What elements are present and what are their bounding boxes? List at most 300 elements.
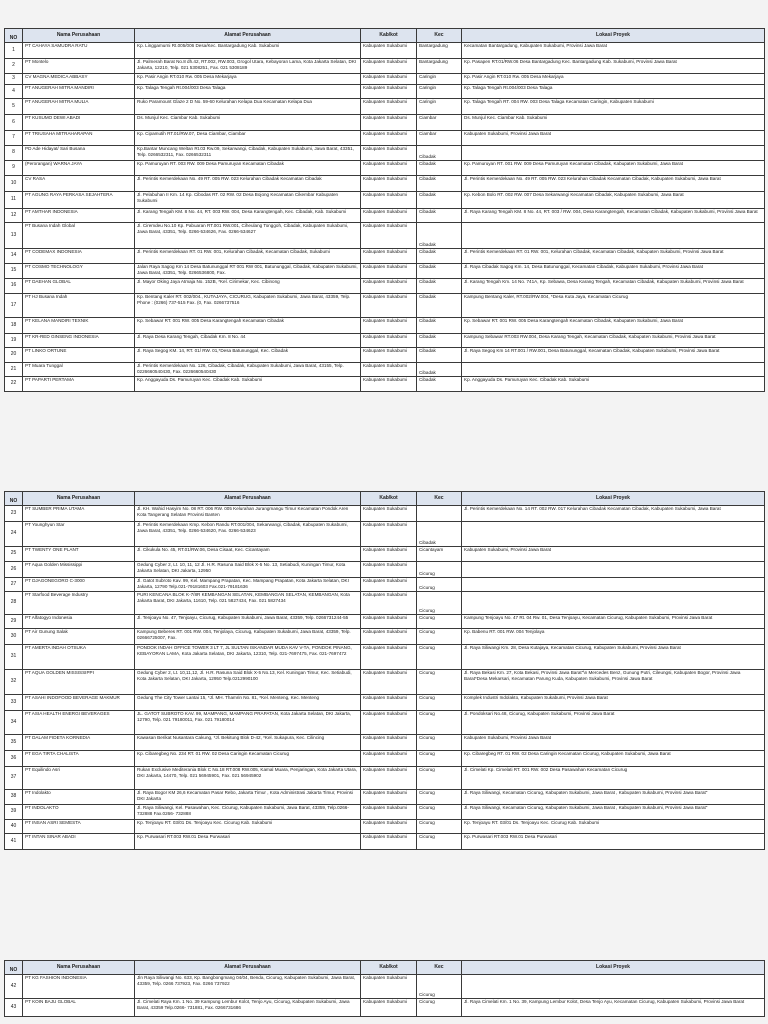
table-row xyxy=(5,318,765,334)
table-row xyxy=(5,790,765,805)
cell-nama-perusahaan: PT ANUGERAH MITRA MULIA xyxy=(23,99,135,115)
cell-lokasi-proyek: Kp. Talaga Tengah Rt.004/003 Desa Talaga xyxy=(462,85,765,99)
cell-no: 10 xyxy=(5,176,23,192)
cell-alamat-perusahaan: Jl. Pelabuhan II Km. 14 Kp. Cibodas RT. 02 RW. 02 Desa Bojong Kecamatan Cikembar Kabupaten Sukabumi xyxy=(135,192,361,209)
cell-kecamatan: Cicurug xyxy=(417,592,462,615)
cell-kabupaten: Kabupaten Sukabumi xyxy=(361,629,417,645)
cell-nama-perusahaan: PT DAEHAN GLOBAL xyxy=(23,279,135,294)
table-row xyxy=(5,645,765,670)
cell-no: 27 xyxy=(5,578,23,592)
cell-kabupaten: Kabupaten Sukabumi xyxy=(361,547,417,562)
cell-lokasi-proyek: Kp. Pasapen RT.01/RW.06 Desa Bantargadung Kec. Bantargadung Kab. Sukabumi, Provinsi Jawa Barat xyxy=(462,59,765,74)
cell-nama-perusahaan: PT AQUA GOLDEN MISSISSIPPI xyxy=(23,670,135,695)
cell-kecamatan: Ciambar xyxy=(417,131,462,146)
table-row xyxy=(5,85,765,99)
cell-kabupaten: Kabupaten Sukabumi xyxy=(361,348,417,363)
cell-kabupaten: Kabupaten Sukabumi xyxy=(361,59,417,74)
cell-kecamatan: Cibadak xyxy=(417,192,462,209)
cell-lokasi-proyek: Jl. Perintis Kemerdekaan RT. 01 RW. 001, Kelurahan Cibadak, Kecamatan Cibadak, Kabupaten Sukabumi, Provinsi Jawa Barat xyxy=(462,249,765,264)
cell-kabupaten: Kabupaten Sukabumi xyxy=(361,578,417,592)
cell-lokasi-proyek xyxy=(462,146,765,161)
header-no: NO xyxy=(5,492,23,506)
header-no: NO xyxy=(5,961,23,975)
header-kec: Kec xyxy=(417,961,462,975)
header-lokasi: Lokasi Proyek xyxy=(462,492,765,506)
cell-lokasi-proyek xyxy=(462,578,765,592)
header-kec: Kec xyxy=(417,29,462,43)
cell-kabupaten: Kabupaten Sukabumi xyxy=(361,820,417,834)
table-row xyxy=(5,695,765,711)
cell-kecamatan: Cicurug xyxy=(417,767,462,790)
cell-kecamatan: Cibadak xyxy=(417,146,462,161)
cell-no: 43 xyxy=(5,999,23,1017)
cell-nama-perusahaan: PT CAHAYA SAMUDRA RATU xyxy=(23,43,135,59)
cell-kabupaten: Kabupaten Sukabumi xyxy=(361,805,417,820)
cell-kabupaten: Kabupaten Sukabumi xyxy=(361,363,417,377)
cell-kecamatan: Cicurug xyxy=(417,751,462,767)
cell-lokasi-proyek: Jl. Cimelati Kp. Cimelati RT. 001 RW. 002 Desa Pasawahan Kecamatan Cicurug xyxy=(462,767,765,790)
table-row xyxy=(5,767,765,790)
cell-kabupaten: Kabupaten Sukabumi xyxy=(361,294,417,318)
cell-alamat-perusahaan: Kp. Pasir Angin RT.010 Rw. 005 Desa Mekarjaya xyxy=(135,74,361,85)
cell-kabupaten: Kabupaten Sukabumi xyxy=(361,99,417,115)
cell-no: 3 xyxy=(5,74,23,85)
cell-kabupaten: Kabupaten Sukabumi xyxy=(361,735,417,751)
cell-lokasi-proyek: Jl. Raya Karang Tengah KM. 8 No. 44, RT. 003 / RW. 004, Desa Karangtengah, Kecamatan Cibadak, Kabupaten Sukabumi, Provinsi Jawa Barat xyxy=(462,209,765,223)
cell-alamat-perusahaan: Ruko Paramount Glaze 2 D No. 59-60 Kelurahan Kelapa Dua Kecamatan Kelapa Dua xyxy=(135,99,361,115)
cell-alamat-perusahaan: Gedung The City Tower Lantai 15, *Jl. MH. Thamrin No. 81, *Kel. Menteng, Kec. Menteng xyxy=(135,695,361,711)
table-row xyxy=(5,547,765,562)
table-row xyxy=(5,348,765,363)
cell-nama-perusahaan: CV RASA xyxy=(23,176,135,192)
cell-kabupaten: Kabupaten Sukabumi xyxy=(361,74,417,85)
cell-kecamatan: Caringin xyxy=(417,74,462,85)
cell-nama-perusahaan: PT Aqua Golden Mississippi xyxy=(23,562,135,578)
cell-kecamatan: Cibadak xyxy=(417,209,462,223)
header-nama: Nama Perusahaan xyxy=(23,492,135,506)
cell-nama-perusahaan: PT INDOLAKTO xyxy=(23,805,135,820)
cell-nama-perusahaan: PT DJAGONEGORO C-3000 xyxy=(23,578,135,592)
cell-kabupaten: Kabupaten Sukabumi xyxy=(361,131,417,146)
cell-kecamatan: Cicurug xyxy=(417,735,462,751)
cell-kabupaten: Kabupaten Sukabumi xyxy=(361,711,417,735)
cell-no: 23 xyxy=(5,506,23,522)
cell-nama-perusahaan: PT KUSUMO DEWI ABADI xyxy=(23,115,135,131)
cell-kabupaten: Kabupaten Sukabumi xyxy=(361,334,417,348)
cell-kecamatan: Cibadak xyxy=(417,223,462,249)
cell-lokasi-proyek xyxy=(462,223,765,249)
cell-no: 1 xyxy=(5,43,23,59)
table-row xyxy=(5,115,765,131)
cell-nama-perusahaan: PT KR-RED GINSENG INDONESIA xyxy=(23,334,135,348)
cell-alamat-perusahaan: Jln Raya Siliwangi No. 633, Kp. Bangbongmang 04/04, Benda, Cicurug, Kabupaten Sukabumi, Jawa Barat, 43359, Telp. 0266 737923, Fax. 0266 737922 xyxy=(135,975,361,999)
cell-nama-perusahaan: PT KELANA MANDIRI TEXNIK xyxy=(23,318,135,334)
table-row xyxy=(5,975,765,999)
cell-kecamatan: Cicurug xyxy=(417,562,462,578)
cell-no: 21 xyxy=(5,363,23,377)
cell-kecamatan: Cibadak xyxy=(417,176,462,192)
cell-kecamatan: Cicurug xyxy=(417,975,462,999)
cell-alamat-perusahaan: Jalan Raya Sagog Km 14 Desa Batununggal RT 001 RW 001, Batununggal, Cibadak, Kabupaten Sukabumi, Jawa Barat, 43351, Telp. 0266536800, Fax. xyxy=(135,264,361,279)
cell-kecamatan: Cicurug xyxy=(417,834,462,850)
cell-kecamatan: Cibadak xyxy=(417,318,462,334)
cell-alamat-perusahaan: Kp. Anggayuda Ds. Pamuruyan Kec. Cibadak Kab. Sukabumi xyxy=(135,377,361,392)
cell-no: 32 xyxy=(5,670,23,695)
header-alamat: Alamat Perusahaan xyxy=(135,29,361,43)
cell-kecamatan: Cibadak xyxy=(417,522,462,547)
cell-no: 29 xyxy=(5,615,23,629)
cell-kabupaten: Kabupaten Sukabumi xyxy=(361,176,417,192)
table-row xyxy=(5,99,765,115)
cell-lokasi-proyek: Jl. Pondoksari No.48, Cicurug, Kabupaten Sukabumi, Provinsi Jawa Barat xyxy=(462,711,765,735)
cell-nama-perusahaan: PT INSAN ASRI SEMESTA xyxy=(23,820,135,834)
cell-no: 2 xyxy=(5,59,23,74)
table-row xyxy=(5,249,765,264)
cell-kabupaten: Kabupaten Sukabumi xyxy=(361,115,417,131)
cell-kecamatan: Cibadak xyxy=(417,363,462,377)
cell-alamat-perusahaan: Kp. Purwasari RT.003 RW.01 Desa Purwasari xyxy=(135,834,361,850)
cell-no: 18 xyxy=(5,318,23,334)
cell-kabupaten: Kabupaten Sukabumi xyxy=(361,209,417,223)
cell-no: 31 xyxy=(5,645,23,670)
cell-alamat-perusahaan: Gedung Cyber 2, Lt. 10, 11, 12 Jl. H.R. Rasuna Said Blok X-5 No. 13, Setiabudi, Kuningan Timur, Kota Jakarta Selatan, DKI Jakarta, 12950 xyxy=(135,562,361,578)
cell-lokasi-proyek: Jl. Raya Segog Km 14 RT.001 / RW.001, Desa Batununggal, Kecamatan Cibadak, Kabupaten Sukabumi, Provinsi Jawa Barat xyxy=(462,348,765,363)
cell-lokasi-proyek: Kp. Cibaregbeg RT. 01 RW. 02 Desa Caringin Kecamatan Cicurug, Kabupaten Sukabumi, Jawa Barat xyxy=(462,751,765,767)
cell-alamat-perusahaan: Jl. Karang Tengah KM. 8 No. 44, RT. 003 RW. 004, Desa Karangtengah, Kec. Cibadak, Kab. Sukabumi xyxy=(135,209,361,223)
table-row xyxy=(5,43,765,59)
cell-kecamatan: Cibadak xyxy=(417,161,462,176)
cell-kecamatan: Cicurug xyxy=(417,999,462,1017)
cell-kabupaten: Kabupaten Sukabumi xyxy=(361,161,417,176)
cell-no: 19 xyxy=(5,334,23,348)
cell-lokasi-proyek xyxy=(462,522,765,547)
cell-nama-perusahaan: PT ASIA HEALTH ENERGI BEVERAGES xyxy=(23,711,135,735)
cell-kabupaten: Kabupaten Sukabumi xyxy=(361,790,417,805)
cell-alamat-perusahaan: Gedung Cyber 2, Lt. 10,11,12, Jl. H.R. Rasuna Said Blok X-5 No.13, Kel. Kuningan Timur, Kec. Setiabudi, Kota Jakarta Selatan, DKI Jakarta, 12950 Telp.0212990100 xyxy=(135,670,361,695)
cell-kecamatan: Cicurug xyxy=(417,645,462,670)
table-row xyxy=(5,711,765,735)
cell-lokasi-proyek: Jl. Perintis Kemerdekaan No. 14 RT. 002 RW. 017 Kelurahan Cibadak Kecamatan Cibadak, Kabupaten Sukabumi, Jawa Barat xyxy=(462,506,765,522)
cell-nama-perusahaan: PT SUMBER PRIMA UTAMA xyxy=(23,506,135,522)
cell-nama-perusahaan: PT ASAHI INDOFOOD BEVERAGE MAKMUR xyxy=(23,695,135,711)
cell-no: 11 xyxy=(5,192,23,209)
cell-nama-perusahaan: PT Air Gunung Salak xyxy=(23,629,135,645)
cell-no: 6 xyxy=(5,115,23,131)
cell-lokasi-proyek: Kp. Pamuruyan RT. 001 RW. 009 Desa Pamuruyan Kecamatan Cibadak, Kabupaten Sukabumi, Jawa Barat xyxy=(462,161,765,176)
cell-kecamatan: Cibadak xyxy=(417,264,462,279)
cell-kecamatan: Cicurug xyxy=(417,615,462,629)
cell-kecamatan: Cicurug xyxy=(417,629,462,645)
cell-kabupaten: Kabupaten Sukabumi xyxy=(361,592,417,615)
cell-no: 35 xyxy=(5,735,23,751)
cell-no: 5 xyxy=(5,99,23,115)
header-alamat: Alamat Perusahaan xyxy=(135,492,361,506)
cell-nama-perusahaan: PT AMTHAR INDONESIA xyxy=(23,209,135,223)
cell-kecamatan: Cicurug xyxy=(417,670,462,695)
table-row xyxy=(5,834,765,850)
cell-no: 8 xyxy=(5,146,23,161)
cell-nama-perusahaan: PT ANUGERAH MITRA MANDIRI xyxy=(23,85,135,99)
cell-kecamatan: Cibadak xyxy=(417,334,462,348)
cell-nama-perusahaan: (Perorangan) WARNA JAYA xyxy=(23,161,135,176)
cell-nama-perusahaan: PT Muara Tunggal xyxy=(23,363,135,377)
cell-alamat-perusahaan: Ds. Munjul Kec. Ciambar Kab. Sukabumi xyxy=(135,115,361,131)
cell-nama-perusahaan: PT Indolakto xyxy=(23,790,135,805)
cell-alamat-perusahaan: Jl. Raya Segog KM. 14, RT. 01/ RW. 01,*Desa Batununggal, Kec. Cibadak xyxy=(135,348,361,363)
cell-no: 24 xyxy=(5,522,23,547)
cell-no: 22 xyxy=(5,377,23,392)
cell-no: 9 xyxy=(5,161,23,176)
cell-kabupaten: Kabupaten Sukabumi xyxy=(361,522,417,547)
cell-kecamatan: Cibadak xyxy=(417,377,462,392)
cell-no: 16 xyxy=(5,279,23,294)
table-row xyxy=(5,751,765,767)
table-row xyxy=(5,334,765,348)
table-header xyxy=(5,961,765,975)
cell-kecamatan: Cicurug xyxy=(417,820,462,834)
cell-kecamatan: Cicurug xyxy=(417,790,462,805)
cell-kabupaten: Kabupaten Sukabumi xyxy=(361,85,417,99)
cell-nama-perusahaan: PT PAPARTI PERTAMA xyxy=(23,377,135,392)
table-row xyxy=(5,592,765,615)
cell-kecamatan: Cibadak xyxy=(417,348,462,363)
cell-nama-perusahaan: PT HJ Busana Indah xyxy=(23,294,135,318)
cell-alamat-perusahaan: Jl. Gatot Subroto Kav. 99, Kel. Mampang Prapatan, Kec. Mampang Prapatan, Kota Jakarta Selatan, DKI Jakarta, 12790 Telp.021-79181603 Fax.021-79181636 xyxy=(135,578,361,592)
cell-kabupaten: Kabupaten Sukabumi xyxy=(361,615,417,629)
cell-kabupaten: Kabupaten Sukabumi xyxy=(361,264,417,279)
cell-nama-perusahaan: PT KOIN BAJU GLOBAL xyxy=(23,999,135,1017)
cell-nama-perusahaan: PT LINKO ORTUNE xyxy=(23,348,135,363)
cell-kecamatan: Cibadak xyxy=(417,279,462,294)
cell-alamat-perusahaan: Jl. Raya Desa Karang Tengah, Cibadak Km. 8 No. 44 xyxy=(135,334,361,348)
header-lokasi: Lokasi Proyek xyxy=(462,29,765,43)
cell-no: 33 xyxy=(5,695,23,711)
table-row xyxy=(5,146,765,161)
cell-kecamatan: Cibadak xyxy=(417,294,462,318)
cell-no: 17 xyxy=(5,294,23,318)
cell-kecamatan: Cibadak xyxy=(417,249,462,264)
cell-alamat-perusahaan: Jl. Raya Bogor KM 26,6 Kecamatan Pasar Rebo, Jakarta Timur , Kota Administrasi Jakarta Timur, Provinsi DKI Jakarta xyxy=(135,790,361,805)
cell-alamat-perusahaan: Jl. Perintis Kemerdekaan RT. 01 RW. 001, Kelurahan Cibadak, Kecamatan Cibadak, Sukabumi xyxy=(135,249,361,264)
cell-alamat-perusahaan: Kampung Beberes RT. 001 RW. 004, Tenjolaya, Cicurug, Kabupaten Sukabumi, Jawa Barat, 43359, Telp. 02666725007, Fax. xyxy=(135,629,361,645)
table-body xyxy=(5,975,765,1017)
header-kab: Kab/kot xyxy=(361,961,417,975)
header-nama: Nama Perusahaan xyxy=(23,29,135,43)
cell-kabupaten: Kabupaten Sukabumi xyxy=(361,506,417,522)
cell-no: 26 xyxy=(5,562,23,578)
cell-no: 41 xyxy=(5,834,23,850)
cell-no: 15 xyxy=(5,264,23,279)
cell-no: 25 xyxy=(5,547,23,562)
cell-alamat-perusahaan: Kawasan Berikat Nusantara Cakung, *Jl. Bekitung Blok D-42, *Kel. Sukapura, Kec. Cilincing xyxy=(135,735,361,751)
table-row xyxy=(5,629,765,645)
cell-lokasi-proyek: Kabupaten Sukabumi, Provinsi Jawa Barat xyxy=(462,547,765,562)
cell-nama-perusahaan: PT KG FASHION INDONESIA xyxy=(23,975,135,999)
cell-nama-perusahaan: PT TWENTY ONE PLANT xyxy=(23,547,135,562)
table-row xyxy=(5,615,765,629)
cell-alamat-perusahaan: Jl. Mayor Oking Jaya Atmaja No. 152B, *Kel. Cirimekar, Kec. Cibinong xyxy=(135,279,361,294)
cell-lokasi-proyek: Kp. Talaga Tengah RT. 004 RW. 003 Desa Talaga Kecamatan Caringin, Kabupaten Sukabumi xyxy=(462,99,765,115)
cell-lokasi-proyek: Kecamatan Bantargadung, Kabupaten Sukabumi, Provinsi Jawa Barat xyxy=(462,43,765,59)
cell-kecamatan: Cicantayam xyxy=(417,547,462,562)
cell-lokasi-proyek: Jl. Raya Cimelati Km. 1 No. 39, Kampung Lembur Kolot, Desa Tenjo Ayu, Kecamatan Cicurug, Kabupaten Sukabumi, Provinsi Jawa Barat xyxy=(462,999,765,1017)
table-row xyxy=(5,506,765,522)
table-row xyxy=(5,59,765,74)
table-body xyxy=(5,506,765,850)
table-row xyxy=(5,294,765,318)
cell-kabupaten: Kabupaten Sukabumi xyxy=(361,695,417,711)
cell-kabupaten: Kabupaten Sukabumi xyxy=(361,249,417,264)
cell-lokasi-proyek: Jl. Perintis Kemerdekaan No. 49 RT. 005 RW. 023 Kelurahan Cibadak Kecamatan Cibadak, Kabupaten Sukabumi, Jawa Barat xyxy=(462,176,765,192)
cell-alamat-perusahaan: PURI KENCANA BLOK K-7/8R KEMBANGAN SELATAN, KEMBANGAN SELATAN, KEMBANGAN, Kota Jakarta Barat, DKI Jakarta, 11610, Telp. 021 5827434, Fax. 021 5827434 xyxy=(135,592,361,615)
cell-alamat-perusahaan: Jl. Ciremdeu No.10 Kp. Pabuaran RT.001 RW.001, Ciheulang Tonggoh, Cibadak, Kabupaten Sukabumi, Jawa Barat, 43351, Telp. 0266-534626, Fax. 0266-534627 xyxy=(135,223,361,249)
cell-kecamatan: Cicurug xyxy=(417,695,462,711)
cell-nama-perusahaan: PT EGA TIRTA CHALISTA xyxy=(23,751,135,767)
cell-no: 12 xyxy=(5,209,23,223)
cell-alamat-perusahaan: Jl. Palmerah Barat No.8 dh.42, RT.002, RW.003, Grogol Utara, Kebayoran Lama, Kota Jakarta Selatan, DKI Jakarta, 12210, Telp. 021 5308251, Fax. 021 5308189 xyxy=(135,59,361,74)
header-kec: Kec xyxy=(417,492,462,506)
cell-lokasi-proyek: Jl. Raya Bekasi Km. 27, Kota Bekasi, Provinsi Jawa Barat"\n Mercedes Benz, Gunung Putri, Cileungsi, Kabupaten Bogor, Provinsi Jawa Barat*Desa Mekarsari, Kecamatan Parung Kuda, Kabupaten Sukabumi, Provinsi Jawa Barat xyxy=(462,670,765,695)
cell-alamat-perusahaan: Kp. Talaga Tengah Rt.004/003 Desa Talaga xyxy=(135,85,361,99)
cell-no: 36 xyxy=(5,751,23,767)
cell-alamat-perusahaan: Jl. Raya Siliwangi, Kel. Pasawahan, Kec. Cicurug, Kabupaten Sukabumi, Jawa Barat, 43359, Telp.0266- 732888 Fax.0266- 732888 xyxy=(135,805,361,820)
header-kab: Kab/kot xyxy=(361,29,417,43)
cell-nama-perusahaan: PT CODEMAX INDONESIA xyxy=(23,249,135,264)
company-table-page-3 xyxy=(4,960,765,1017)
cell-nama-perusahaan: PT Equilindo Asri xyxy=(23,767,135,790)
table-row xyxy=(5,74,765,85)
cell-no: 39 xyxy=(5,805,23,820)
cell-kecamatan: Bantargadung xyxy=(417,59,462,74)
cell-kabupaten: Kabupaten Sukabumi xyxy=(361,751,417,767)
table-header xyxy=(5,492,765,506)
cell-lokasi-proyek xyxy=(462,562,765,578)
cell-kabupaten: Kabupaten Sukabumi xyxy=(361,318,417,334)
cell-no: 37 xyxy=(5,767,23,790)
cell-kabupaten: Kabupaten Sukabumi xyxy=(361,377,417,392)
cell-kabupaten: Kabupaten Sukabumi xyxy=(361,43,417,59)
cell-lokasi-proyek: Kampung Tenjoayu No. 47 Rt. 04 Rw. 01, Desa Tenjoayu, Kecamatan Cicurug, Kabupaten Sukabumi, Provinsi Jawa Barat xyxy=(462,615,765,629)
cell-alamat-perusahaan: Kp. Bentang Kaler RT. 002/004., KUTAJAYA, CICURUG, Kabupaten Sukabumi, Jawa Barat, 43359, Telp. Phone : (0266) 737-515 Fax. (0, Fax. 0266737516 xyxy=(135,294,361,318)
cell-lokasi-proyek: Jl. Raya Siliwangi Km. 28, Desa Kutajaya, Kecamatan Cicurug, Kabupaten Sukabumi, Provinsi Jawa Barat xyxy=(462,645,765,670)
cell-no: 4 xyxy=(5,85,23,99)
table-row xyxy=(5,264,765,279)
cell-no: 7 xyxy=(5,131,23,146)
cell-alamat-perusahaan: Kp. Tenjoayu RT. 03/01 Ds. Tenjoayu Kec. Cicurug Kab. Sukabumi xyxy=(135,820,361,834)
cell-alamat-perusahaan: Jl. Cimelati Raya Km. 1 No. 39 Kampung Lembur Kolot, Tenjo Ayu, Cicurug, Kabupaten Sukabumi, Jawa Barat, 43359 Telp.0266- 731881, Fax. 0266731686 xyxy=(135,999,361,1017)
table-row xyxy=(5,522,765,547)
cell-lokasi-proyek: Kp. Pasir Angin RT.010 Rw. 005 Desa Mekarjaya xyxy=(462,74,765,85)
table-row xyxy=(5,999,765,1017)
table-row xyxy=(5,279,765,294)
cell-nama-perusahaan: PD Ade Hidayat/ Sari Busana xyxy=(23,146,135,161)
table-row xyxy=(5,192,765,209)
cell-alamat-perusahaan: Kp.Bantar Muncang Weltan Rt.03 Rw.09, Sekarwangi, Cibadak, Kabupaten Sukabumi, Jawa Barat, 43351, Telp. 0266532311, Fax. 0266532311 xyxy=(135,146,361,161)
cell-kabupaten: Kabupaten Sukabumi xyxy=(361,223,417,249)
cell-lokasi-proyek: Kabupaten Sukabumi, Provinsi Jawa Barat xyxy=(462,131,765,146)
cell-kecamatan: Cicurug xyxy=(417,578,462,592)
table-row xyxy=(5,176,765,192)
table-row xyxy=(5,670,765,695)
table-row xyxy=(5,363,765,377)
cell-nama-perusahaan: CV MAGNA MEDICA ABBASY xyxy=(23,74,135,85)
cell-kabupaten: Kabupaten Sukabumi xyxy=(361,975,417,999)
cell-nama-perusahaan: PT TRIUSAHA MITRAHARAPAN xyxy=(23,131,135,146)
cell-lokasi-proyek: Kp. Babenu RT. 001 RW. 004 Tenjolaya xyxy=(462,629,765,645)
cell-lokasi-proyek: Jl. Raya Cibadak Sagog Km. 14, Desa Batununggal, Kecamatan Cibadak, Kabupaten Sukabumi, Provinsi Jawa Barat xyxy=(462,264,765,279)
company-table-page-2 xyxy=(4,491,765,850)
table-row xyxy=(5,735,765,751)
cell-lokasi-proyek xyxy=(462,975,765,999)
cell-alamat-perusahaan: Kp. Cipamutih RT.01/RW.07, Desa Ciambar, Ciambar xyxy=(135,131,361,146)
table-row xyxy=(5,805,765,820)
cell-nama-perusahaan: PT Alfatogyo Indonesia xyxy=(23,615,135,629)
cell-kecamatan xyxy=(417,506,462,522)
header-nama: Nama Perusahaan xyxy=(23,961,135,975)
cell-kabupaten: Kabupaten Sukabumi xyxy=(361,999,417,1017)
table-row xyxy=(5,820,765,834)
cell-nama-perusahaan: PT AMERTA INDAH OTSUKA xyxy=(23,645,135,670)
cell-lokasi-proyek: Kp. Tenjoayu RT. 03/01 Ds. Tenjoayu Kec. Cicurug Kab. Sukabumi xyxy=(462,820,765,834)
table-header xyxy=(5,29,765,43)
cell-alamat-perusahaan: Jl. Perintis Kemerdekaan No. 49 RT. 005 RW. 023 Kelurahan Cibadak Kecamatan Cibadak xyxy=(135,176,361,192)
cell-kabupaten: Kabupaten Sukabumi xyxy=(361,645,417,670)
cell-no: 40 xyxy=(5,820,23,834)
cell-no: 28 xyxy=(5,592,23,615)
cell-no: 14 xyxy=(5,249,23,264)
cell-alamat-perusahaan: Kp. Linggamurni Rt.005/006 Desa/Kec. Bantargadung Kab. Sukabumi xyxy=(135,43,361,59)
cell-lokasi-proyek: Kp. Anggayuda Ds. Pamuruyan Kec. Cibadak Kab. Sukabumi xyxy=(462,377,765,392)
cell-alamat-perusahaan: Jl. Perintis Kemerdekaan Kmp. Kebon Randu RT.001/004, Sekarwangi, Cibadak, Kabupaten Sukabumi, Jawa Barat, 43351, Telp. 0266-534620, Fax. 0266-534623 xyxy=(135,522,361,547)
cell-nama-perusahaan: PT Younghyun Star xyxy=(23,522,135,547)
cell-lokasi-proyek: Kp. Kebon Bolo RT. 002 RW. 007 Desa Sekarwangi Kecamatan Cibadak, Kabupaten Sukabumi, Jawa Barat xyxy=(462,192,765,209)
cell-nama-perusahaan: PT AGUNG RAYA PERKASA SEJAHTERA xyxy=(23,192,135,209)
cell-kecamatan: Caringin xyxy=(417,85,462,99)
cell-kabupaten: Kabupaten Sukabumi xyxy=(361,192,417,209)
cell-no: 13 xyxy=(5,223,23,249)
cell-alamat-perusahaan: Kp. Cibaregbeg No. 234 RT. 01 RW. 02 Desa Caringin Kecamatan Cicurug xyxy=(135,751,361,767)
cell-lokasi-proyek: Kp. Sebawar RT. 001 RW. 005 Desa Karangtengah Kecamatan Cibadak, Kabupaten Sukabumi, Jawa Barat xyxy=(462,318,765,334)
table-row xyxy=(5,131,765,146)
cell-alamat-perusahaan: Jl. Tenjoayu No. 47, Tenjoayu, Cicurug, Kabupaten Sukabumi, Jawa Barat, 43359, Telp. 0266731244-55 xyxy=(135,615,361,629)
cell-kabupaten: Kabupaten Sukabumi xyxy=(361,146,417,161)
header-alamat: Alamat Perusahaan xyxy=(135,961,361,975)
cell-kecamatan: Ciambar xyxy=(417,115,462,131)
cell-alamat-perusahaan: Kp. Sebawar RT. 001 RW. 005 Desa Karangtengah Kecamatan Cibadak xyxy=(135,318,361,334)
cell-lokasi-proyek: Jl. Karang Tengah Km. 14 No. 741A, Kp. Sebawa, Desa Karang Tengah, Kecamatan Cibadak, Kabupaten Sukabumi, Provinsi Jawa Barat xyxy=(462,279,765,294)
cell-lokasi-proyek: Komplek Industri Indolakto, Kabupaten Sukabumi, Provinsi Jawa Barat xyxy=(462,695,765,711)
cell-no: 30 xyxy=(5,629,23,645)
header-kab: Kab/kot xyxy=(361,492,417,506)
table-row xyxy=(5,209,765,223)
table-body xyxy=(5,43,765,392)
cell-lokasi-proyek: Kabupaten Sukabumi, Provinsi Jawa Barat xyxy=(462,735,765,751)
cell-kabupaten: Kabupaten Sukabumi xyxy=(361,562,417,578)
table-row xyxy=(5,377,765,392)
header-lokasi: Lokasi Proyek xyxy=(462,961,765,975)
cell-lokasi-proyek: Kampung Bentang Kaler, RT.002/RW.004, *Desa Kuta Jaya, Kecamatan Cicurug xyxy=(462,294,765,318)
table-row xyxy=(5,562,765,578)
cell-lokasi-proyek xyxy=(462,592,765,615)
cell-kabupaten: Kabupaten Sukabumi xyxy=(361,767,417,790)
cell-nama-perusahaan: PT COSMO TECHNOLOGY xyxy=(23,264,135,279)
company-table-page-1 xyxy=(4,28,765,392)
cell-kecamatan: Caringin xyxy=(417,99,462,115)
cell-nama-perusahaan: PT Montelo xyxy=(23,59,135,74)
cell-lokasi-proyek: Jl. Raya Siliwangi, Kecamatan Cicurug, Kabupaten Sukabumi, Jawa Barat , Kabupaten Sukabumi, Provinsi Jawa Barat" xyxy=(462,790,765,805)
cell-no: 34 xyxy=(5,711,23,735)
cell-kecamatan: Bantargadung xyxy=(417,43,462,59)
